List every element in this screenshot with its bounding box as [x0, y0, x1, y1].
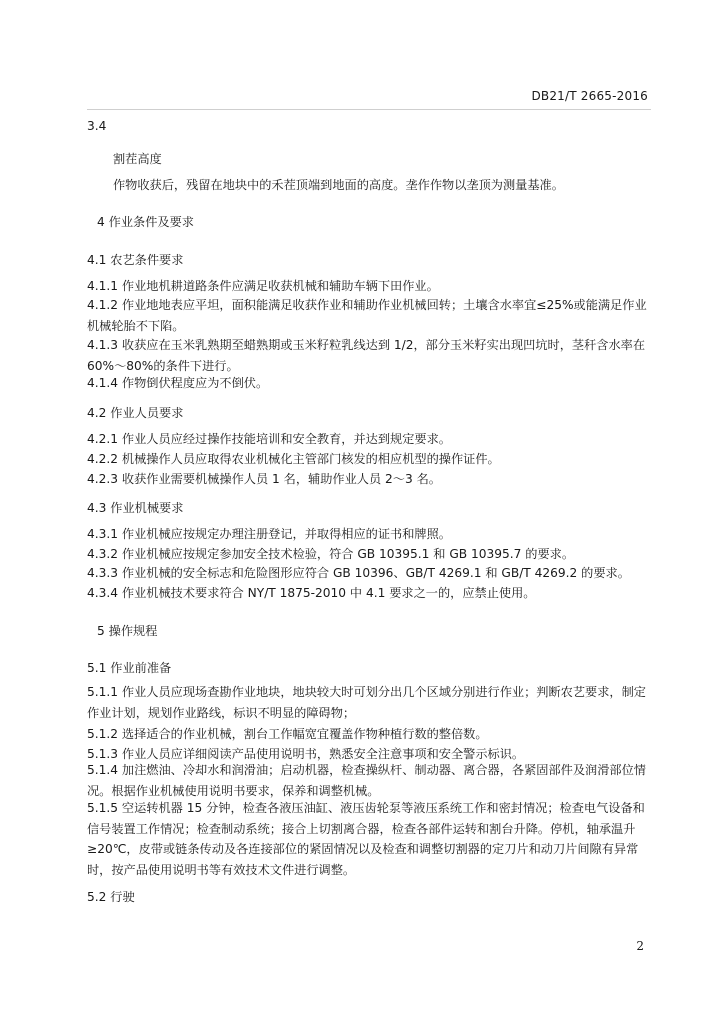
subsection-5-1-heading: 5.1 作业前准备 — [87, 661, 172, 675]
standard-number: DB21/T 2665-2016 — [531, 89, 648, 103]
clause-4-3-4: 4.3.4 作业机械技术要求符合 NY/T 1875-2010 中 4.1 要求之一的，应禁止使用。 — [87, 586, 536, 600]
clause-4-3-1: 4.3.1 作业机械应按规定办理注册登记，并取得相应的证书和牌照。 — [87, 527, 451, 541]
clause-5-1-4: 5.1.4 加注燃油、冷却水和润滑油；启动机器，检查操纵杆、制动器、离合器，各紧固部件及润滑部位情况。根据作业机械使用说明书要求，保养和调整机械。 — [87, 763, 646, 798]
subsection-4-1-heading: 4.1 农艺条件要求 — [87, 253, 184, 267]
clause-4-1-3: 4.1.3 收获应在玉米乳熟期至蜡熟期或玉米籽粒乳线达到 1/2，部分玉米籽实出现凹坑时，茎秆含水率在 60%～80%的条件下进行。 — [87, 338, 646, 373]
clause-4-2-2: 4.2.2 机械操作人员应取得农业机械化主管部门核发的相应机型的操作证件。 — [87, 452, 500, 466]
clause-4-2-3: 4.2.3 收获作业需要机械操作人员 1 名，辅助作业人员 2～3 名。 — [87, 472, 441, 486]
clause-5-1-1: 5.1.1 作业人员应现场查勘作业地块，地块较大时可划分出几个区域分别进行作业；判断农艺要求，制定作业计划，规划作业路线，标识不明显的障碍物； — [87, 685, 646, 720]
clause-4-1-1: 4.1.1 作业地机耕道路条件应满足收获机械和辅助车辆下田作业。 — [87, 279, 439, 293]
section-4-heading: 4 作业条件及要求 — [97, 215, 194, 229]
clause-4-2-1: 4.2.1 作业人员应经过操作技能培训和安全教育，并达到规定要求。 — [87, 432, 451, 446]
clause-5-1-3: 5.1.3 作业人员应详细阅读产品使用说明书，熟悉安全注意事项和安全警示标识。 — [87, 747, 525, 761]
clause-5-1-5: 5.1.5 空运转机器 15 分钟，检查各液压油缸、液压齿轮泵等液压系统工作和密封情况；检查电气设备和信号装置工作情况；检查制动系统；接合上切割离合器，检查各部件运转和割台升降。停机，轴承温升≥20℃，皮带或链条传动及各连接部位的紧固情况以及检查和调整切割器的定刀片和动刀片间隙有异常时，按产品使用说明书等有效技术文件进行调整。 — [87, 801, 645, 877]
page-number: 2 — [636, 939, 644, 953]
subsection-5-2-heading: 5.2 行驶 — [87, 890, 135, 904]
term-title: 割茬高度 — [113, 152, 162, 166]
subsection-4-2-heading: 4.2 作业人员要求 — [87, 406, 184, 420]
subsection-4-3-heading: 4.3 作业机械要求 — [87, 501, 184, 515]
clause-number-3-4: 3.4 — [87, 119, 107, 133]
header-divider — [87, 109, 651, 110]
clause-4-1-2: 4.1.2 作业地地表应平坦，面积能满足收获作业和辅助作业机械回转；土壤含水率宜≤25%或能满足作业机械轮胎不下陷。 — [87, 298, 647, 333]
section-5-heading: 5 操作规程 — [97, 624, 158, 638]
clause-4-3-3: 4.3.3 作业机械的安全标志和危险图形应符合 GB 10396、GB/T 4269.1 和 GB/T 4269.2 的要求。 — [87, 566, 630, 580]
term-definition: 作物收获后，残留在地块中的禾茬顶端到地面的高度。垄作作物以垄顶为测量基准。 — [113, 178, 564, 192]
clause-4-1-4: 4.1.4 作物倒伏程度应为不倒伏。 — [87, 376, 269, 390]
clause-5-1-2: 5.1.2 选择适合的作业机械，割台工作幅宽宜覆盖作物种植行数的整倍数。 — [87, 727, 488, 741]
clause-4-3-2: 4.3.2 作业机械应按规定参加安全技术检验，符合 GB 10395.1 和 GB 10395.7 的要求。 — [87, 547, 575, 561]
